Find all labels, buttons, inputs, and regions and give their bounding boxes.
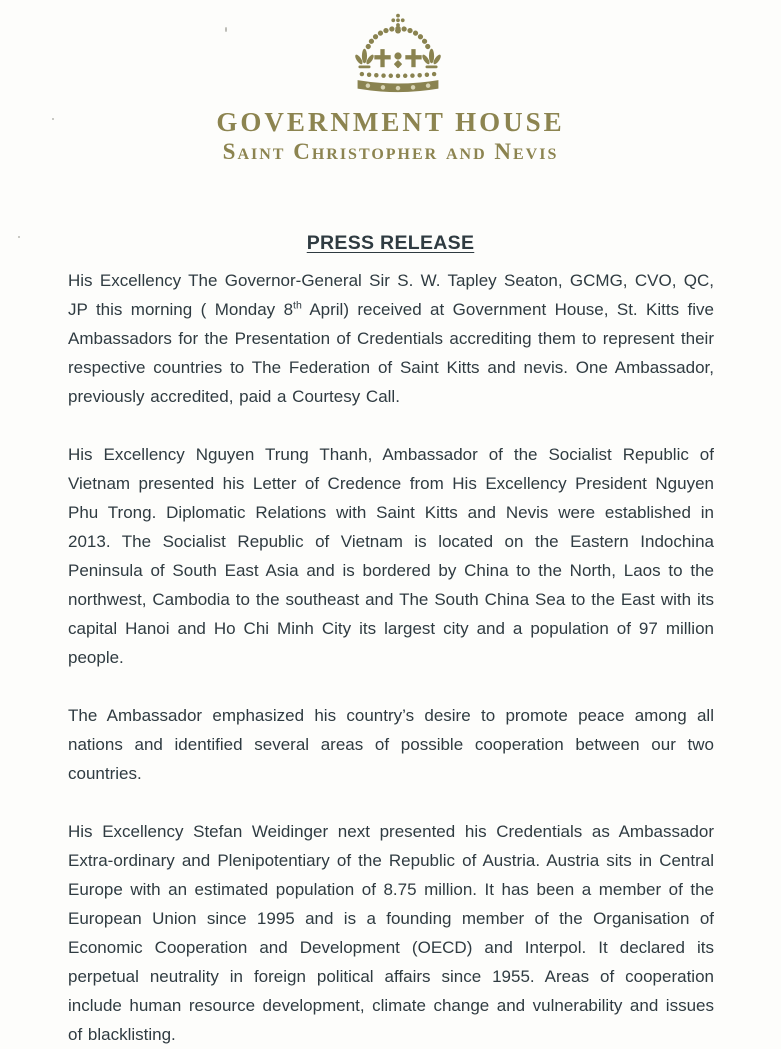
organization-name: GOVERNMENT HOUSE (216, 107, 565, 137)
paragraph: The Ambassador emphasized his country’s desire to promote peace among all nations and identified several areas of possible cooperation between our two countries. (68, 706, 714, 783)
crown-logo-icon (346, 13, 450, 99)
letterhead (0, 0, 781, 165)
press-release-content (0, 232, 781, 1049)
organization-subtitle: Saint Christopher and Nevis (222, 139, 559, 164)
scan-artifact (18, 236, 20, 238)
paragraphs-container (68, 266, 714, 1049)
paragraph: His Excellency The Governor-General Sir S. W. Tapley Seaton, GCMG, CVO, QC, JP this morning ( Monday 8th April) received at Government House, St. Kitts five Ambassadors for the Presentation of Credentials accrediting them to represent their respective countries to The Federation of Saint Kitts and nevis. One Ambassador, previously accredited, paid a Courtesy Call. (68, 271, 714, 406)
paragraph: His Excellency Nguyen Trung Thanh, Ambassador of the Socialist Republic of Vietnam presented his Letter of Credence from His Excellency President Nguyen Phu Trong. Diplomatic Relations with Saint Kitts and Nevis were established in 2013. The Socialist Republic of Vietnam is located on the Eastern Indochina Peninsula of South East Asia and is bordered by China to the North, Laos to the northwest, Cambodia to the southeast and The South China Sea to the East with its capital Hanoi and Ho Chi Minh City its largest city and a population of 97 million people. (68, 445, 714, 667)
document-title-text: PRESS RELEASE (306, 232, 475, 254)
paragraph: His Excellency Stefan Weidinger next presented his Credentials as Ambassador Extra-ordinary and Plenipotentiary of the Republic of Austria. Austria sits in Central Europe with an estimated population of 8.75 million. It has been a member of the European Union since 1995 and is a founding member of the Organisation of Economic Cooperation and Development (OECD) and Interpol. It declared its perpetual neutrality in foreign political affairs since 1955. Areas of cooperation include human resource development, climate change and vulnerability and issues of blacklisting. (68, 822, 714, 1044)
scan-artifact (52, 118, 54, 120)
document-title (0, 232, 781, 255)
scan-artifact (225, 27, 227, 32)
